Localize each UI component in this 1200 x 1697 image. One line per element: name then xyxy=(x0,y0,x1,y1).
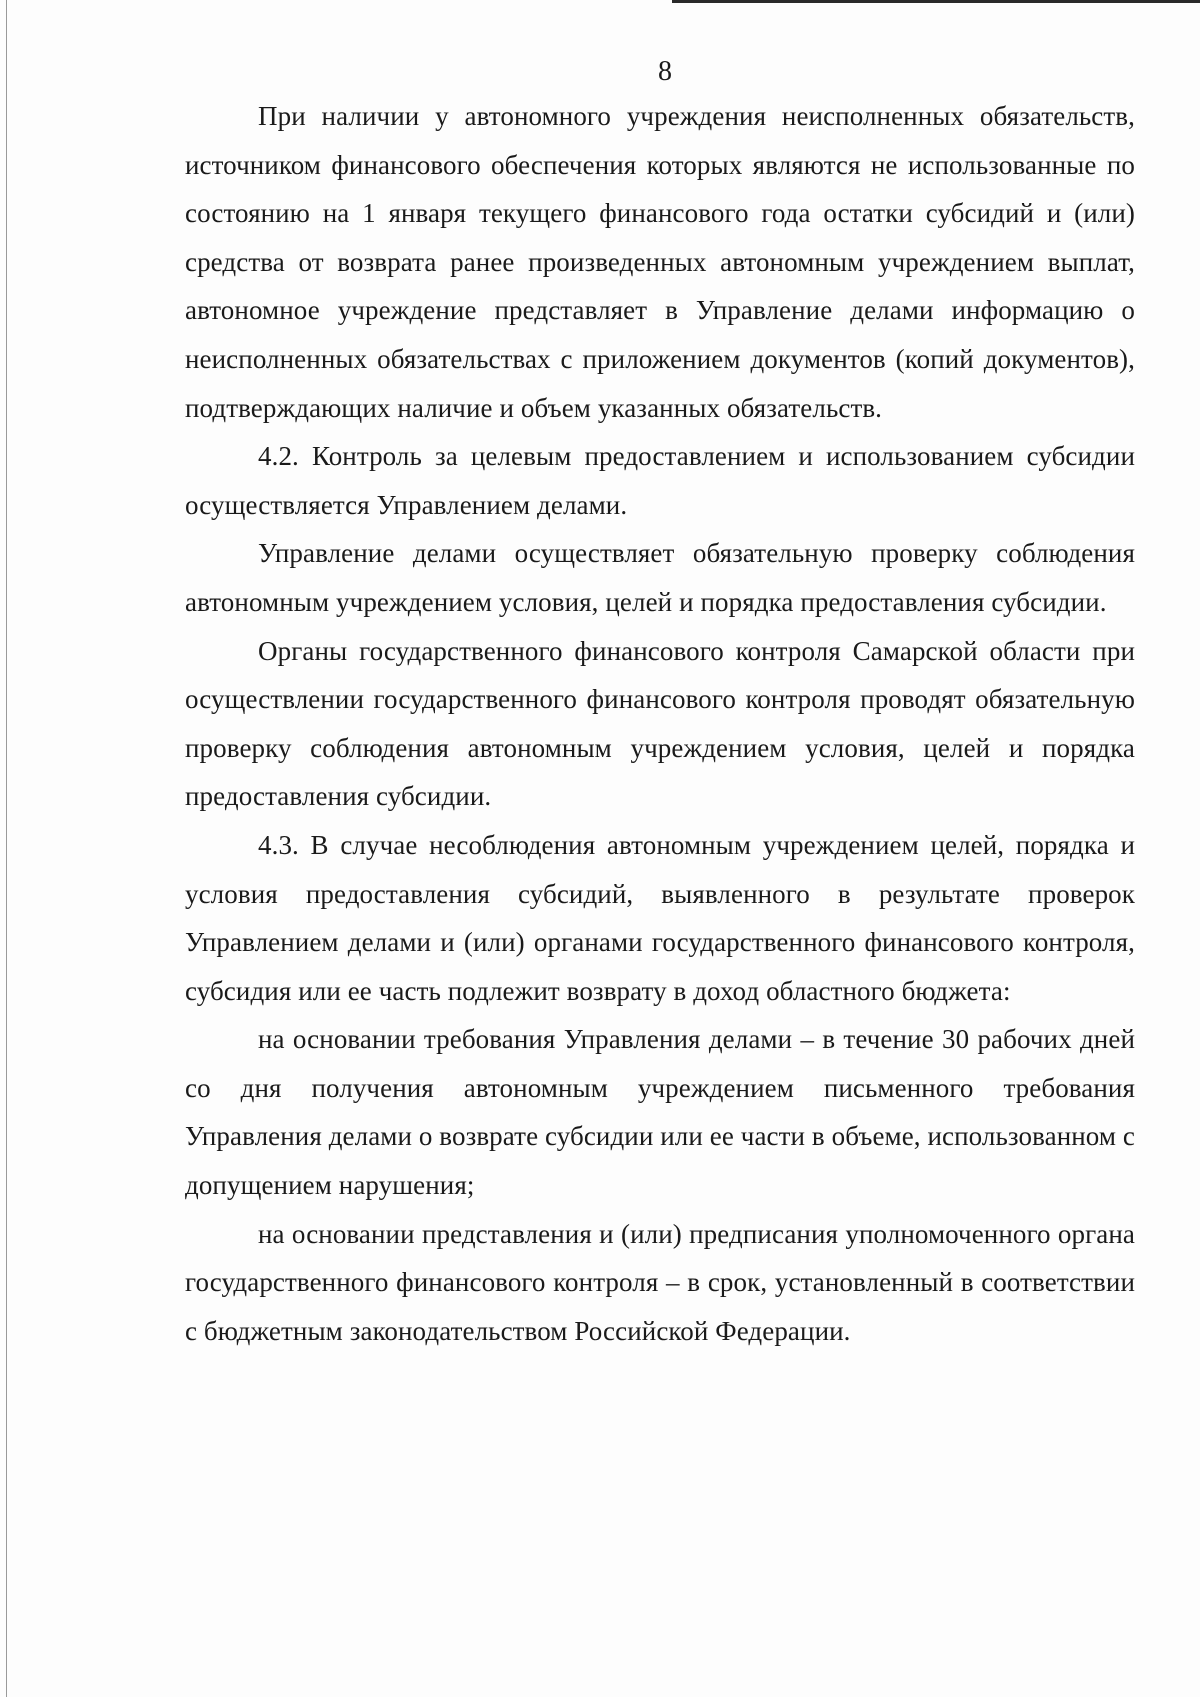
paragraph-return-by-prescription: на основании представления и (или) предписания уполномоченного органа государственного финансового контроля – в срок, установленный в соответствии с бюджетным законодательством Российской Федерации. xyxy=(185,1218,1135,1346)
paragraph-4-2-control: 4.2. Контроль за целевым предоставлением и использованием субсидии осуществляется Управлением делами. xyxy=(185,441,1135,520)
paragraph-financial-control-bodies: Органы государственного финансового контроля Самарской области при осуществлении государственного финансового контроля проводят обязательную проверку соблюдения автономным учреждением условия, целей и порядка предоставления субсидии. xyxy=(185,635,1135,812)
paragraph-4-3-return: 4.3. В случае несоблюдения автономным учреждением целей, порядка и условия предоставления субсидий, выявленного в результате проверок Управлением делами и (или) органами государственного финансового контроля, субсидия или ее часть подлежит возврату в доход областного бюджета: xyxy=(185,829,1135,1006)
paragraph-unfulfilled-obligations: При наличии у автономного учреждения неисполненных обязательств, источником финансового обеспечения которых являются не использованные по состоянию на 1 января текущего финансового года остатки субсидий и (или) средства от возврата ранее произведенных автономным учреждением выплат, автономное учреждение представляет в Управление делами информацию о неисполненных обязательствах с приложением документов (копий документов), подтверждающих наличие и объем указанных обязательств. xyxy=(185,101,1135,423)
document-body xyxy=(185,92,1135,1355)
paragraph-return-by-requirement: на основании требования Управления делами – в течение 30 рабочих дней со дня получения автономным учреждением письменного требования Управления делами о возврате субсидии или ее части в объеме, использованном с допущением нарушения; xyxy=(185,1024,1135,1201)
left-margin-rule xyxy=(6,0,7,1697)
top-edge-rule xyxy=(672,0,1200,3)
paragraph-management-check: Управление делами осуществляет обязательную проверку соблюдения автономным учреждением условия, целей и порядка предоставления субсидии. xyxy=(185,538,1135,617)
page-number: 8 xyxy=(658,56,672,87)
